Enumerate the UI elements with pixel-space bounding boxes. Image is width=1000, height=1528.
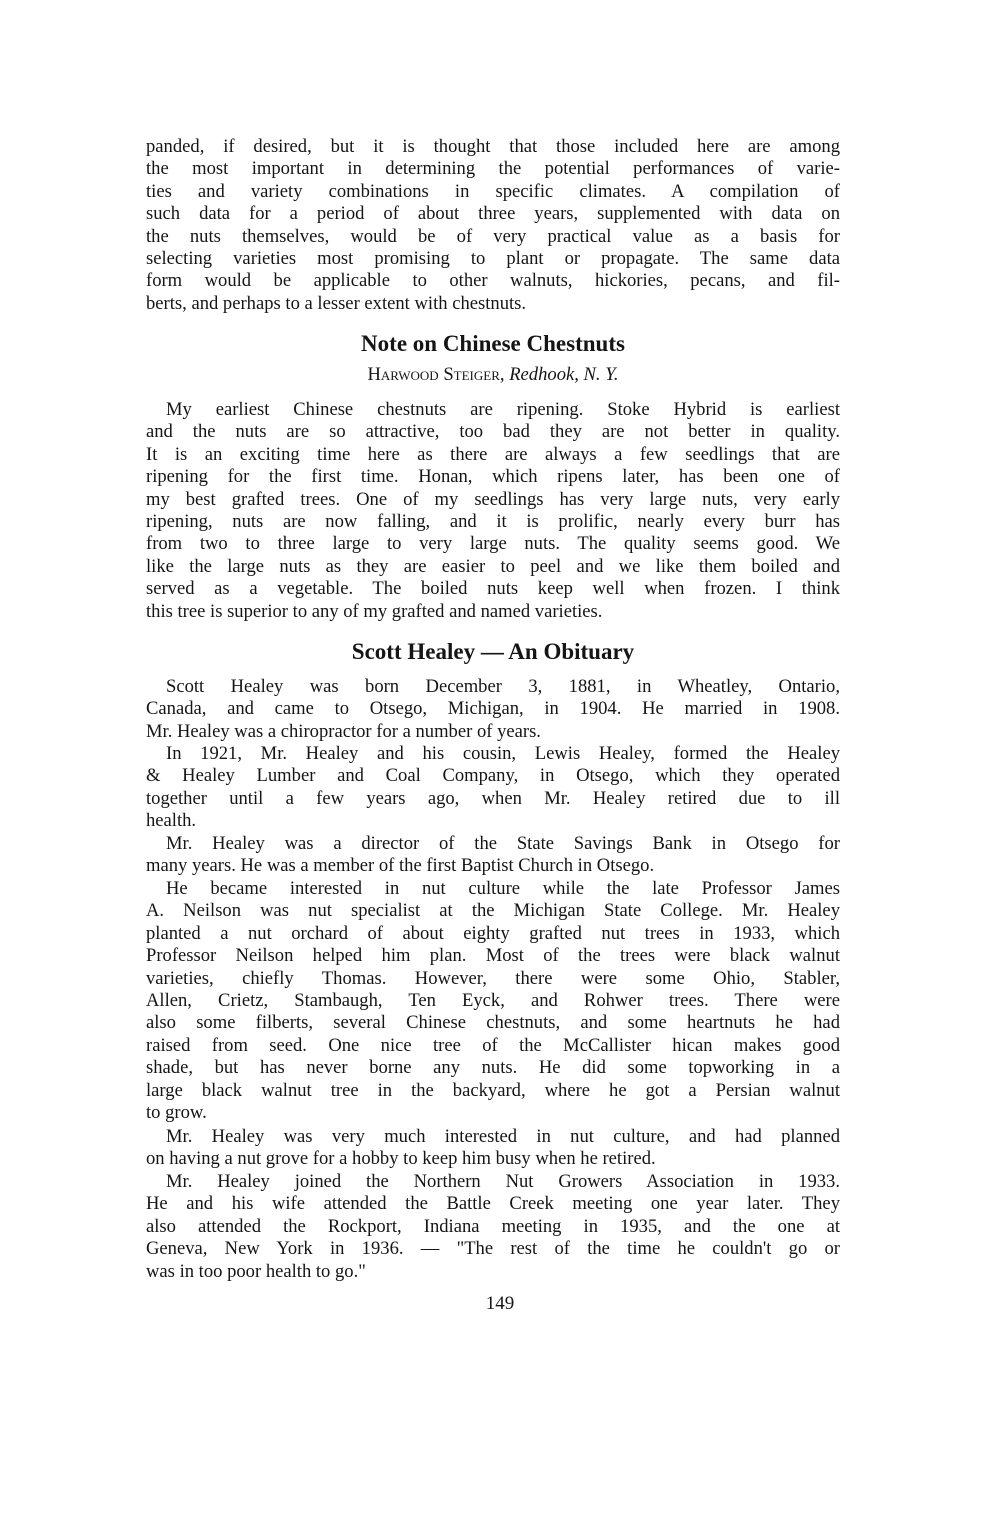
paragraph xyxy=(146,1171,840,1283)
text-line: shade, but has never borne any nuts. He did some topworking in a xyxy=(146,1057,840,1079)
paragraph xyxy=(146,136,840,315)
text-line: the most important in determining the potential performances of varie- xyxy=(146,158,840,180)
text-line: Mr. Healey was a chiropractor for a number of years. xyxy=(146,720,541,742)
text-line: large black walnut tree in the backyard, where he got a Persian walnut xyxy=(146,1079,840,1101)
text-line: raised from seed. One nice tree of the McCallister hican makes good xyxy=(146,1034,840,1056)
text-line: varieties, chiefly Thomas. However, there were some Ohio, Stabler, xyxy=(146,967,840,989)
text-line: He became interested in nut culture while the late Professor James xyxy=(166,878,840,899)
text-line: planted a nut orchard of about eighty grafted nut trees in 1933, which xyxy=(146,922,840,944)
text-line: was in too poor health to go." xyxy=(146,1260,366,1282)
text-line: My earliest Chinese chestnuts are ripening. Stoke Hybrid is earliest xyxy=(166,399,840,420)
text-line: In 1921, Mr. Healey and his cousin, Lewis Healey, formed the Healey xyxy=(166,743,840,764)
text-line: Scott Healey was born December 3, 1881, in Wheatley, Ontario, xyxy=(166,676,840,697)
text-line: this tree is superior to any of my grafted and named varieties. xyxy=(146,600,603,622)
text-line: ripening, nuts are now falling, and it is prolific, nearly every burr has xyxy=(146,510,840,532)
paragraph xyxy=(146,399,840,623)
text-line: to grow. xyxy=(146,1101,207,1123)
text-line: A. Neilson was nut specialist at the Michigan State College. Mr. Healey xyxy=(146,900,840,922)
text-line: selecting varieties most promising to plant or propagate. The same data xyxy=(146,247,840,269)
text-line: Allen, Crietz, Stambaugh, Ten Eyck, and Rohwer trees. There were xyxy=(146,989,840,1011)
text-line: like the large nuts as they are easier to peel and we like them boiled and xyxy=(146,555,840,577)
text-line: also some filberts, several Chinese chestnuts, and some heartnuts he had xyxy=(146,1012,840,1034)
text-line: Geneva, New York in 1936. — "The rest of the time he couldn't go or xyxy=(146,1238,840,1260)
text-line: health. xyxy=(146,810,197,832)
byline xyxy=(146,364,840,386)
paragraph xyxy=(146,833,840,878)
text-line: It is an exciting time here as there are always a few seedlings that are xyxy=(146,443,840,465)
text-line: Mr. Healey was very much interested in nut culture, and had planned xyxy=(166,1126,840,1147)
text-line: many years. He was a member of the first Baptist Church in Otsego. xyxy=(146,855,655,877)
text-line: berts, and perhaps to a lesser extent with chestnuts. xyxy=(146,292,527,314)
author-location: Redhook, N. Y. xyxy=(509,364,619,385)
text-line: the nuts themselves, would be of very practical value as a basis for xyxy=(146,225,840,247)
text-line: form would be applicable to other walnuts, hickories, pecans, and fil- xyxy=(146,270,840,292)
text-line: and the nuts are so attractive, too bad they are not better in quality. xyxy=(146,421,840,443)
text-line: also attended the Rockport, Indiana meeting in 1935, and the one at xyxy=(146,1215,840,1237)
text-line: Professor Neilson helped him plan. Most of the trees were black walnut xyxy=(146,945,840,967)
text-line: such data for a period of about three years, supplemented with data on xyxy=(146,203,840,225)
paragraph xyxy=(146,676,840,743)
text-line: Canada, and came to Otsego, Michigan, in 1904. He married in 1908. xyxy=(146,698,840,720)
paragraph xyxy=(146,743,840,833)
page-number: 149 xyxy=(485,1293,515,1314)
section-heading: Note on Chinese Chestnuts xyxy=(361,331,625,356)
text-line: ripening for the first time. Honan, which ripens later, has been one of xyxy=(146,466,840,488)
paragraph xyxy=(146,878,840,1124)
text-line: He and his wife attended the Battle Creek meeting one year later. They xyxy=(146,1193,840,1215)
text-line: together until a few years ago, when Mr. Healey retired due to ill xyxy=(146,787,840,809)
author-name: Harwood Steiger, xyxy=(367,364,505,385)
text-line: ties and variety combinations in specific climates. A compilation of xyxy=(146,180,840,202)
text-line: Mr. Healey joined the Northern Nut Growers Association in 1933. xyxy=(166,1171,840,1192)
section-heading: Scott Healey — An Obituary xyxy=(351,639,635,664)
text-line: panded, if desired, but it is thought that those included here are among xyxy=(146,136,840,157)
paragraph xyxy=(146,1126,840,1171)
text-line: my best grafted trees. One of my seedlings has very large nuts, very early xyxy=(146,488,840,510)
text-line: & Healey Lumber and Coal Company, in Otsego, which they operated xyxy=(146,765,840,787)
text-line: from two to three large to very large nuts. The quality seems good. We xyxy=(146,533,840,555)
text-line: on having a nut grove for a hobby to keep him busy when he retired. xyxy=(146,1148,656,1170)
text-line: served as a vegetable. The boiled nuts keep well when frozen. I think xyxy=(146,578,840,600)
text-line: Mr. Healey was a director of the State Savings Bank in Otsego for xyxy=(166,833,840,854)
